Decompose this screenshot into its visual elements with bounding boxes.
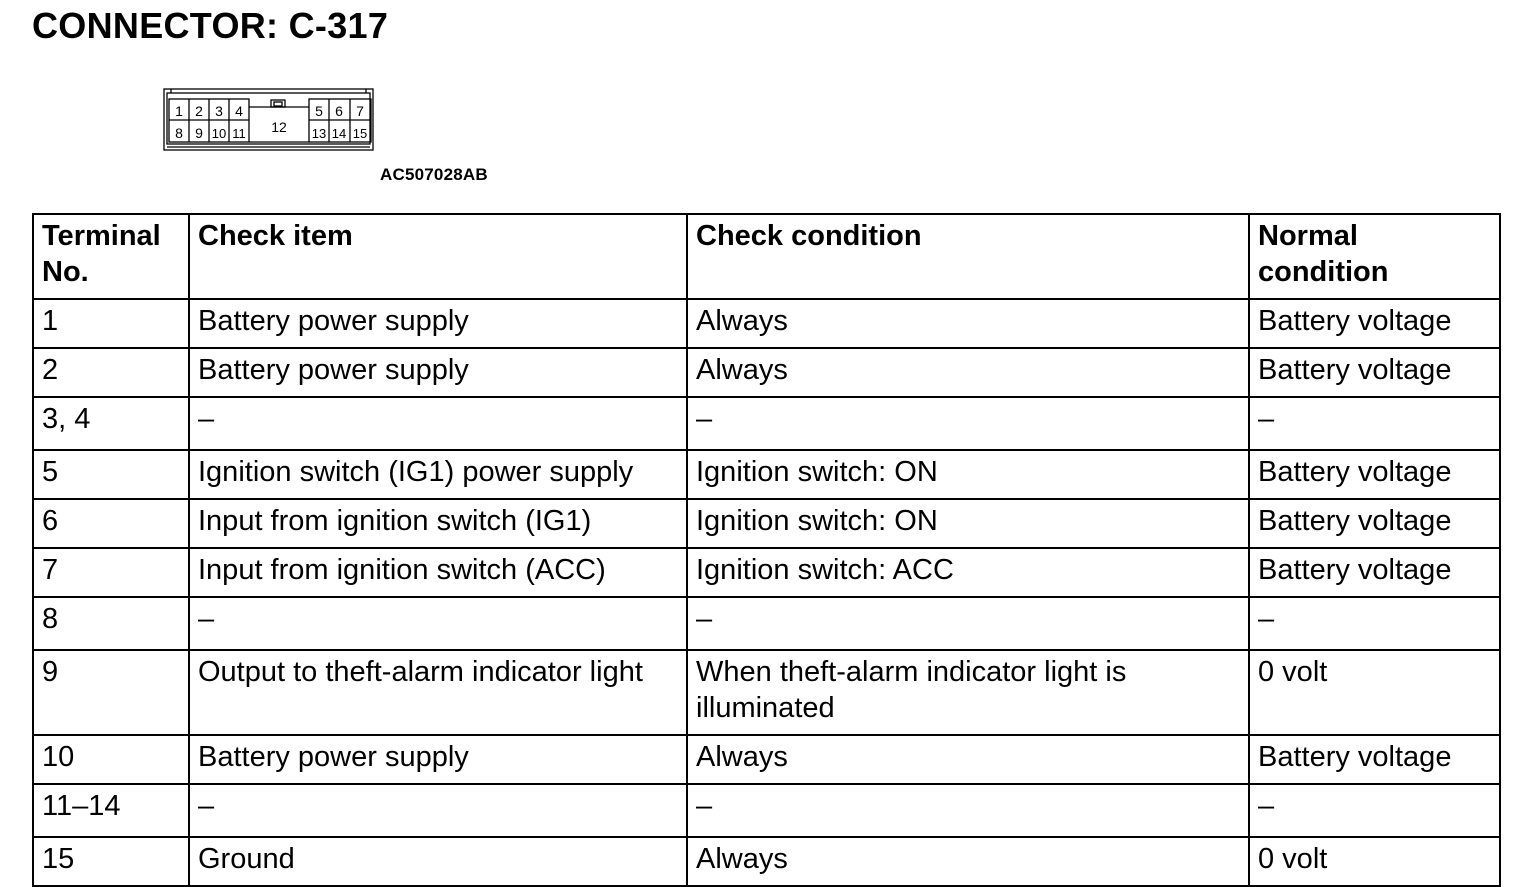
pin-label: 9 xyxy=(195,125,203,141)
cell-check-item: Input from ignition switch (ACC) xyxy=(189,548,687,597)
table-row xyxy=(33,548,1500,597)
table-row xyxy=(33,784,1500,837)
cell-normal-condition: Battery voltage xyxy=(1249,499,1500,548)
pin-label-center: 12 xyxy=(271,119,287,135)
pin-label: 4 xyxy=(235,103,243,119)
pin-label: 14 xyxy=(331,126,347,141)
cell-terminal: 5 xyxy=(33,450,189,499)
cell-normal-condition: – xyxy=(1249,397,1500,450)
pin-label: 3 xyxy=(215,103,223,119)
pin-label: 7 xyxy=(356,103,364,119)
diagram-code: AC507028AB xyxy=(380,165,488,184)
cell-terminal: 10 xyxy=(33,735,189,784)
cell-check-condition: Ignition switch: ACC xyxy=(687,548,1249,597)
cell-check-condition: Ignition switch: ON xyxy=(687,450,1249,499)
table-row xyxy=(33,499,1500,548)
cell-check-condition: – xyxy=(687,784,1249,837)
cell-check-condition: Always xyxy=(687,299,1249,348)
cell-check-condition: – xyxy=(687,397,1249,450)
table-row xyxy=(33,837,1500,886)
cell-terminal: 3, 4 xyxy=(33,397,189,450)
table-row xyxy=(33,397,1500,450)
cell-normal-condition: 0 volt xyxy=(1249,650,1500,735)
cell-terminal: 1 xyxy=(33,299,189,348)
cell-normal-condition: – xyxy=(1249,597,1500,650)
table-row xyxy=(33,597,1500,650)
header-terminal: Terminal No. xyxy=(33,214,189,299)
pin-label: 2 xyxy=(195,103,203,119)
cell-normal-condition: – xyxy=(1249,784,1500,837)
cell-check-item: Input from ignition switch (IG1) xyxy=(189,499,687,548)
cell-terminal: 9 xyxy=(33,650,189,735)
cell-check-condition: Ignition switch: ON xyxy=(687,499,1249,548)
header-check-item: Check item xyxy=(189,214,687,299)
cell-normal-condition: Battery voltage xyxy=(1249,548,1500,597)
pin-label: 6 xyxy=(335,103,343,119)
cell-normal-condition: Battery voltage xyxy=(1249,450,1500,499)
pin-label: 11 xyxy=(232,126,246,141)
cell-check-item: Battery power supply xyxy=(189,735,687,784)
cell-normal-condition: Battery voltage xyxy=(1249,348,1500,397)
cell-check-item: – xyxy=(189,397,687,450)
cell-check-item: Battery power supply xyxy=(189,348,687,397)
cell-normal-condition: Battery voltage xyxy=(1249,299,1500,348)
pin-label: 1 xyxy=(175,103,183,119)
cell-terminal: 15 xyxy=(33,837,189,886)
table-row xyxy=(33,650,1500,735)
pin-label: 13 xyxy=(311,126,327,141)
cell-normal-condition: Battery voltage xyxy=(1249,735,1500,784)
pin-label: 5 xyxy=(315,103,323,119)
table-header-row xyxy=(33,214,1500,299)
header-normal-condition: Normal condition xyxy=(1249,214,1500,299)
pin-label: 15 xyxy=(352,126,368,141)
pin-label: 10 xyxy=(211,126,227,141)
cell-check-condition: – xyxy=(687,597,1249,650)
terminal-check-table xyxy=(32,213,1501,887)
cell-check-condition: When theft-alarm indicator light is illuminated xyxy=(687,650,1249,735)
cell-check-item: Ground xyxy=(189,837,687,886)
table-row xyxy=(33,735,1500,784)
cell-check-condition: Always xyxy=(687,735,1249,784)
cell-check-item: – xyxy=(189,597,687,650)
cell-terminal: 8 xyxy=(33,597,189,650)
table-row xyxy=(33,348,1500,397)
cell-terminal: 6 xyxy=(33,499,189,548)
cell-normal-condition: 0 volt xyxy=(1249,837,1500,886)
table-row xyxy=(33,450,1500,499)
header-check-condition: Check condition xyxy=(687,214,1249,299)
cell-check-condition: Always xyxy=(687,348,1249,397)
pin-label: 8 xyxy=(175,125,183,141)
cell-check-item: Battery power supply xyxy=(189,299,687,348)
cell-terminal: 2 xyxy=(33,348,189,397)
cell-check-item: Ignition switch (IG1) power supply xyxy=(189,450,687,499)
cell-check-condition: Always xyxy=(687,837,1249,886)
cell-terminal: 11–14 xyxy=(33,784,189,837)
cell-check-item: – xyxy=(189,784,687,837)
cell-terminal: 7 xyxy=(33,548,189,597)
table-row xyxy=(33,299,1500,348)
cell-check-item: Output to theft-alarm indicator light xyxy=(189,650,687,735)
connector-diagram xyxy=(163,88,374,152)
page-title: CONNECTOR: C-317 xyxy=(32,5,389,46)
